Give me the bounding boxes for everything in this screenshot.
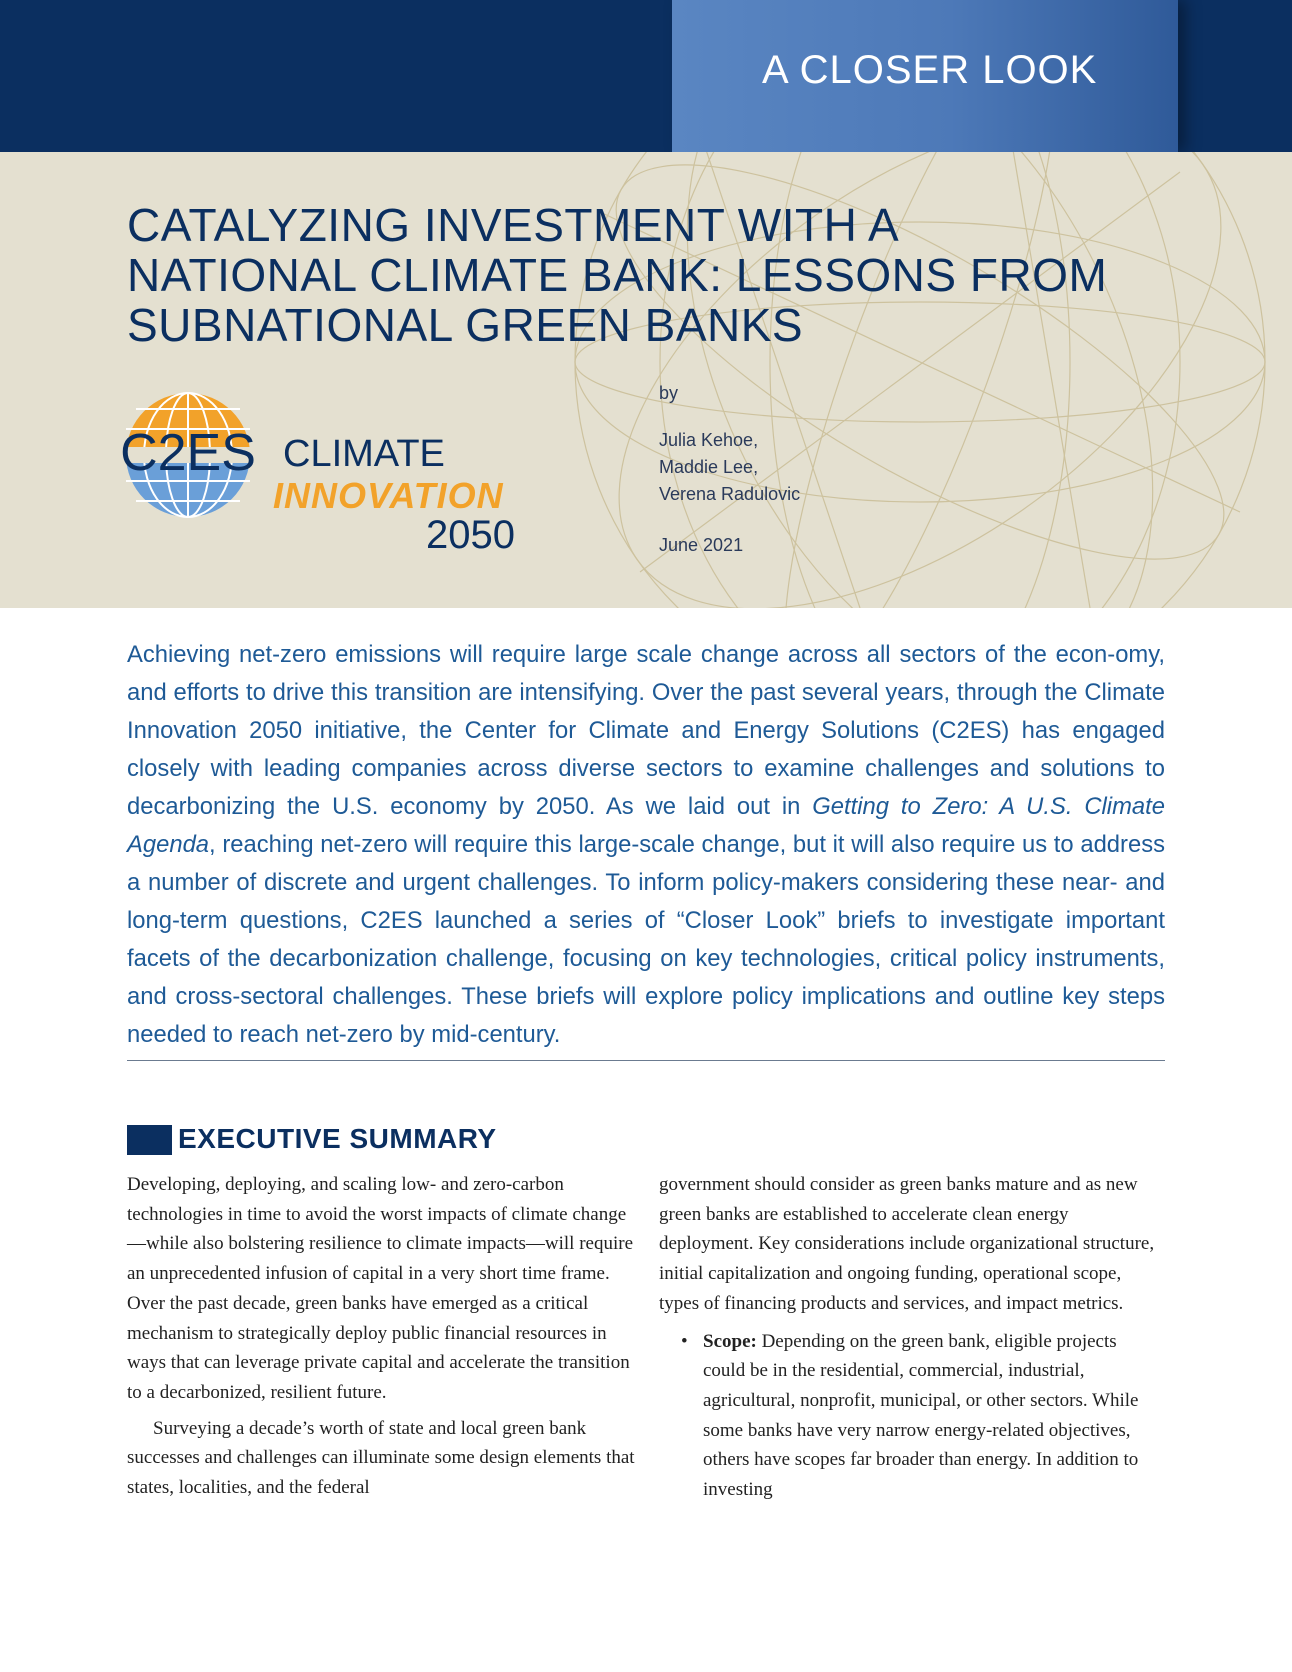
- logo-year-text: 2050: [426, 513, 515, 557]
- exec-paragraph-2: Surveying a decade’s worth of state and local green bank successes and challenges can illuminate some design elements that states, localities, and the federal: [127, 1417, 635, 1499]
- author-3: Verena Radulovic: [659, 484, 801, 504]
- executive-summary-heading: EXECUTIVE SUMMARY: [178, 1123, 497, 1154]
- logo-org-text: C2ES: [120, 424, 256, 482]
- section-divider: [127, 1060, 1165, 1061]
- publication-date: June 2021: [659, 535, 744, 555]
- title-line-2: NATIONAL CLIMATE BANK: LESSONS FROM: [127, 249, 1108, 301]
- right-column: [659, 1170, 1159, 1505]
- scope-bullet-text: Depending on the green bank, eligible projects could be in the residential, commercial, industrial, agricultural, nonprofit, municipal, or other sectors. While some banks have very narrow energy-related objectives, others have scopes far broader than energy. In addition to investing: [703, 1330, 1139, 1501]
- left-column: [127, 1170, 642, 1503]
- author-2: Maddie Lee,: [659, 457, 759, 477]
- exec-paragraph-1: Developing, deploying, and scaling low- and zero-carbon technologies in time to avoid the worst impacts of climate change—while also bolstering resilience to climate impacts—will require an unprecedented infusion of capital in a very short time frame. Over the past decade, green banks have emerged as a critical mechanism to strategically deploy public financial resources in ways that can leverage private capital and accelerate the transition to a decarbonized, resilient future.: [127, 1174, 633, 1403]
- exec-paragraph-3: government should consider as green banks mature and as new green banks are established to accelerate clean energy deployment. Key considerations include organizational structure, initial capitalization and ongoing funding, operational scope, types of financing products and services, and impact metrics.: [659, 1174, 1155, 1314]
- c2es-globe-icon: [118, 385, 258, 525]
- intro-paragraph: [127, 636, 1165, 1054]
- logo-innovation-text: INNOVATION: [273, 475, 504, 516]
- section-marker: [127, 1125, 172, 1155]
- bullet-dot-icon: •: [681, 1330, 688, 1352]
- intro-text-1: Achieving net-zero emissions will require large scale change across all sectors of the econ-omy, and efforts to drive this transition are intensifying. Over the past several years, through the Climate Innovation 2050 initiative, the Center for Climate and Energy Solutions (C2ES) has engaged closely with leading companies across diverse sectors to examine challenges and solutions to decarbonizing the U.S. economy by 2050. As we laid out in: [127, 641, 1165, 820]
- series-label: A CLOSER LOOK: [762, 48, 1098, 92]
- intro-italic-title: Getting to Zero: A U.S. Climate Agenda: [127, 793, 1165, 858]
- byline-by: by: [659, 383, 679, 403]
- title-line-1: CATALYZING INVESTMENT WITH A: [127, 199, 900, 251]
- scope-bullet: [659, 1327, 1159, 1505]
- title-line-3: SUBNATIONAL GREEN BANKS: [127, 299, 804, 351]
- author-1: Julia Kehoe,: [659, 430, 759, 450]
- scope-bullet-label: Scope:: [703, 1330, 757, 1352]
- c2es-climate-innovation-logo: [118, 385, 538, 560]
- logo-climate-text: CLIMATE: [283, 433, 445, 475]
- document-title: [127, 200, 1207, 350]
- intro-text-2: , reaching net-zero will require this large-scale change, but it will also require us to address a number of discrete and urgent challenges. To inform policy-makers considering these near- and long-term questions, C2ES launched a series of “Closer Look” briefs to investigate important facets of the decarbonization challenge, focusing on key technologies, critical policy instruments, and cross-sectoral challenges. These briefs will explore policy implications and outline key steps needed to reach net-zero by mid-century.: [127, 831, 1165, 1048]
